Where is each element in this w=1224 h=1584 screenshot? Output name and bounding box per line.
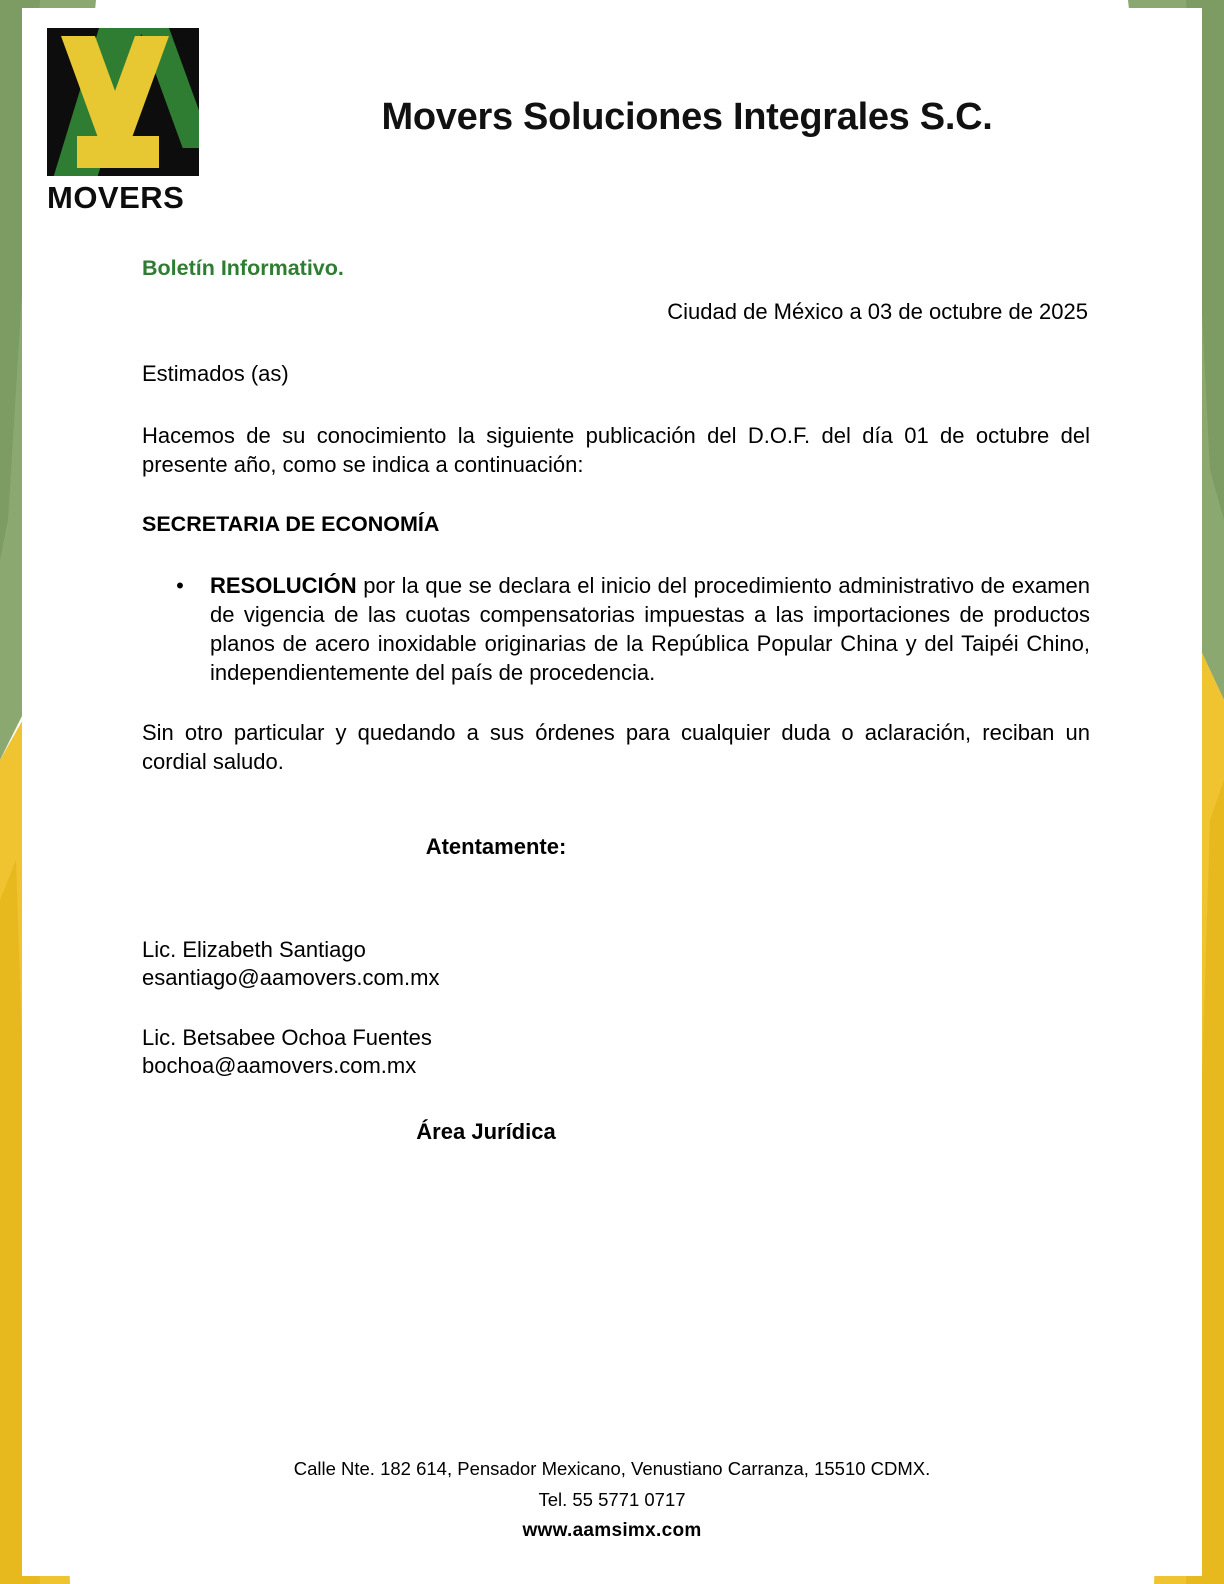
letter-body bbox=[142, 256, 1090, 1145]
contact-email[interactable]: bochoa@aamovers.com.mx bbox=[142, 1053, 417, 1079]
greeting: Estimados (as) bbox=[142, 361, 289, 386]
letter-footer bbox=[22, 1458, 1202, 1542]
footer-website[interactable]: www.aamsimx.com bbox=[522, 1520, 702, 1541]
logo-mark-icon bbox=[47, 28, 199, 176]
intro-paragraph: Hacemos de su conocimiento la siguiente publicación del D.O.F. del día 01 de octubre del presente año, como se indica a continuación: bbox=[142, 423, 1090, 478]
department-heading: SECRETARIA DE ECONOMÍA bbox=[142, 511, 440, 536]
list-item bbox=[142, 571, 1090, 688]
movers-logo bbox=[47, 28, 207, 224]
contact-email[interactable]: esantiago@aamovers.com.mx bbox=[142, 965, 440, 991]
footer-address: Calle Nte. 182 614, Pensador Mexicano, Venustiano Carranza, 15510 CDMX. bbox=[293, 1458, 931, 1479]
area-label: Área Jurídica bbox=[416, 1118, 556, 1144]
contact-name: Lic. Betsabee Ochoa Fuentes bbox=[142, 1025, 432, 1051]
company-title: Movers Soluciones Integrales S.C. bbox=[381, 96, 993, 138]
bullet-lead: RESOLUCIÓN bbox=[210, 572, 357, 598]
contact-2 bbox=[142, 1024, 1090, 1080]
bullet-rest: por la que se declara el inicio del procedimiento administrativo de examen de vigencia de las cuotas compensatorias impuestas a las importaciones de productos planos de acero inoxidable originarias de la República Popular China y del Taipéi Chino, independientemente del país de procedencia. bbox=[210, 572, 1090, 686]
signoff-label: Atentamente: bbox=[425, 834, 567, 859]
bullet-marker-icon: • bbox=[176, 572, 184, 598]
bulletin-label: Boletín Informativo. bbox=[142, 256, 344, 280]
dateline: Ciudad de México a 03 de octubre de 2025 bbox=[667, 299, 1088, 324]
closing-paragraph: Sin otro particular y quedando a sus órdenes para cualquier duda o aclaración, reciban un cordial saludo. bbox=[142, 719, 1090, 774]
contact-1 bbox=[142, 936, 1090, 992]
footer-phone: Tel. 55 5771 0717 bbox=[538, 1489, 686, 1510]
contact-name: Lic. Elizabeth Santiago bbox=[142, 937, 366, 962]
bullet-content bbox=[210, 571, 1090, 688]
logo-wordmark: MOVERS bbox=[47, 180, 185, 215]
letter-card bbox=[22, 8, 1202, 1576]
logo-v-base-icon bbox=[77, 136, 159, 168]
letter-header bbox=[22, 8, 1202, 240]
